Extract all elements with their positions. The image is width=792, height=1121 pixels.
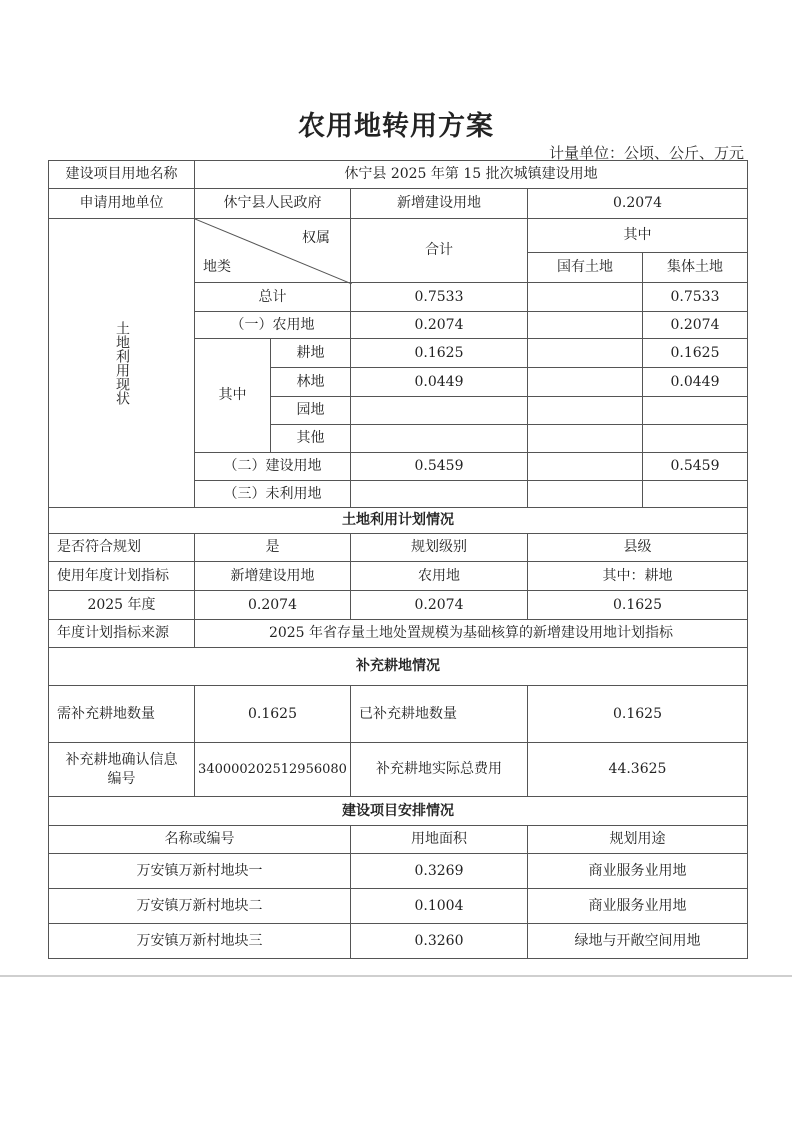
diagonal-header-cell: [194, 218, 351, 283]
row-label-garden: 园地: [270, 396, 351, 425]
plan-quota-cultivated: 其中：耕地: [527, 561, 748, 591]
plan-year-label: 2025 年度: [48, 590, 195, 620]
col-collective-header: 集体土地: [642, 252, 748, 283]
col-state-header: 国有土地: [527, 252, 643, 283]
cell-state: [527, 367, 643, 397]
page-divider: [0, 975, 792, 977]
project-name-value: 休宁县 2025 年第 15 批次城镇建设用地: [194, 160, 748, 189]
arrangement-row-name: 万安镇万新村地块三: [48, 923, 351, 959]
col-of-which-header: 其中: [527, 218, 748, 253]
of-which-label: 其中: [194, 338, 271, 453]
plan-year-new-construction: 0.2074: [194, 590, 351, 620]
cell-collective: 0.5459: [642, 452, 748, 481]
land-status-section-label: 土地利用现状: [48, 218, 195, 508]
arrangement-header-use: 规划用途: [527, 825, 748, 854]
cell-collective: [642, 396, 748, 425]
cell-total: 0.7533: [350, 282, 528, 312]
row-label-construction: （二）建设用地: [194, 452, 351, 481]
cell-state: [527, 311, 643, 339]
plan-quota-new-construction: 新增建设用地: [194, 561, 351, 591]
cell-state: [527, 282, 643, 312]
arrangement-row-area: 0.3260: [350, 923, 528, 959]
plan-level-value: 县级: [527, 533, 748, 562]
plan-source-label: 年度计划指标来源: [48, 619, 195, 648]
arrangement-row-name: 万安镇万新村地块二: [48, 888, 351, 924]
cell-state: [527, 338, 643, 368]
cell-collective: [642, 424, 748, 453]
cell-total: [350, 424, 528, 453]
diag-landtype-label: 地类: [203, 259, 231, 275]
arrangement-section-title: 建设项目安排情况: [48, 796, 748, 826]
arrangement-row-use: 绿地与开敞空间用地: [527, 923, 748, 959]
cell-total: 0.1625: [350, 338, 528, 368]
cell-collective: 0.1625: [642, 338, 748, 368]
supplement-section-title: 补充耕地情况: [48, 647, 748, 686]
plan-conformity-value: 是: [194, 533, 351, 562]
cell-total: 0.0449: [350, 367, 528, 397]
arrangement-row-use: 商业服务业用地: [527, 853, 748, 889]
plan-section-title: 土地利用计划情况: [48, 507, 748, 534]
cell-collective: [642, 480, 748, 508]
cell-state: [527, 424, 643, 453]
supplement-need-value: 0.1625: [194, 685, 351, 743]
col-total-header: 合计: [350, 218, 528, 283]
row-label-unused: （三）未利用地: [194, 480, 351, 508]
arrangement-row-name: 万安镇万新村地块一: [48, 853, 351, 889]
arrangement-header-area: 用地面积: [350, 825, 528, 854]
cell-total: 0.5459: [350, 452, 528, 481]
plan-source-value: 2025 年省存量土地处置规模为基础核算的新增建设用地计划指标: [194, 619, 748, 648]
new-construction-label: 新增建设用地: [350, 188, 528, 219]
plan-year-cultivated: 0.1625: [527, 590, 748, 620]
cell-total: 0.2074: [350, 311, 528, 339]
supplement-need-label: 需补充耕地数量: [48, 685, 195, 743]
cell-state: [527, 480, 643, 508]
cell-collective: 0.7533: [642, 282, 748, 312]
new-construction-value: 0.2074: [527, 188, 748, 219]
cell-total: [350, 480, 528, 508]
row-label-other: 其他: [270, 424, 351, 453]
applicant-value: 休宁县人民政府: [194, 188, 351, 219]
arrangement-row-area: 0.3269: [350, 853, 528, 889]
plan-year-agri: 0.2074: [350, 590, 528, 620]
supplement-confirm-label: 补充耕地确认信息编号: [48, 742, 195, 797]
plan-conformity-label: 是否符合规划: [48, 533, 195, 562]
document-title: 农用地转用方案: [298, 111, 494, 142]
diag-ownership-label: 权属: [302, 230, 330, 246]
supplement-done-label: 已补充耕地数量: [350, 685, 528, 743]
cell-total: [350, 396, 528, 425]
applicant-label: 申请用地单位: [48, 188, 195, 219]
arrangement-header-name: 名称或编号: [48, 825, 351, 854]
arrangement-row-area: 0.1004: [350, 888, 528, 924]
row-label-cultivated: 耕地: [270, 338, 351, 368]
plan-level-label: 规划级别: [350, 533, 528, 562]
cell-collective: 0.0449: [642, 367, 748, 397]
arrangement-row-use: 商业服务业用地: [527, 888, 748, 924]
cell-state: [527, 396, 643, 425]
plan-quota-label: 使用年度计划指标: [48, 561, 195, 591]
supplement-confirm-value: 340000202512956080: [194, 742, 351, 797]
unit-note: 计量单位：公顷、公斤、万元: [548, 144, 744, 162]
cell-collective: 0.2074: [642, 311, 748, 339]
row-label-forest: 林地: [270, 367, 351, 397]
row-label-agri: （一）农用地: [194, 311, 351, 339]
row-label-total: 总计: [194, 282, 351, 312]
supplement-cost-label: 补充耕地实际总费用: [350, 742, 528, 797]
cell-state: [527, 452, 643, 481]
project-name-label: 建设项目用地名称: [48, 160, 195, 189]
supplement-done-value: 0.1625: [527, 685, 748, 743]
supplement-cost-value: 44.3625: [527, 742, 748, 797]
plan-quota-agri: 农用地: [350, 561, 528, 591]
